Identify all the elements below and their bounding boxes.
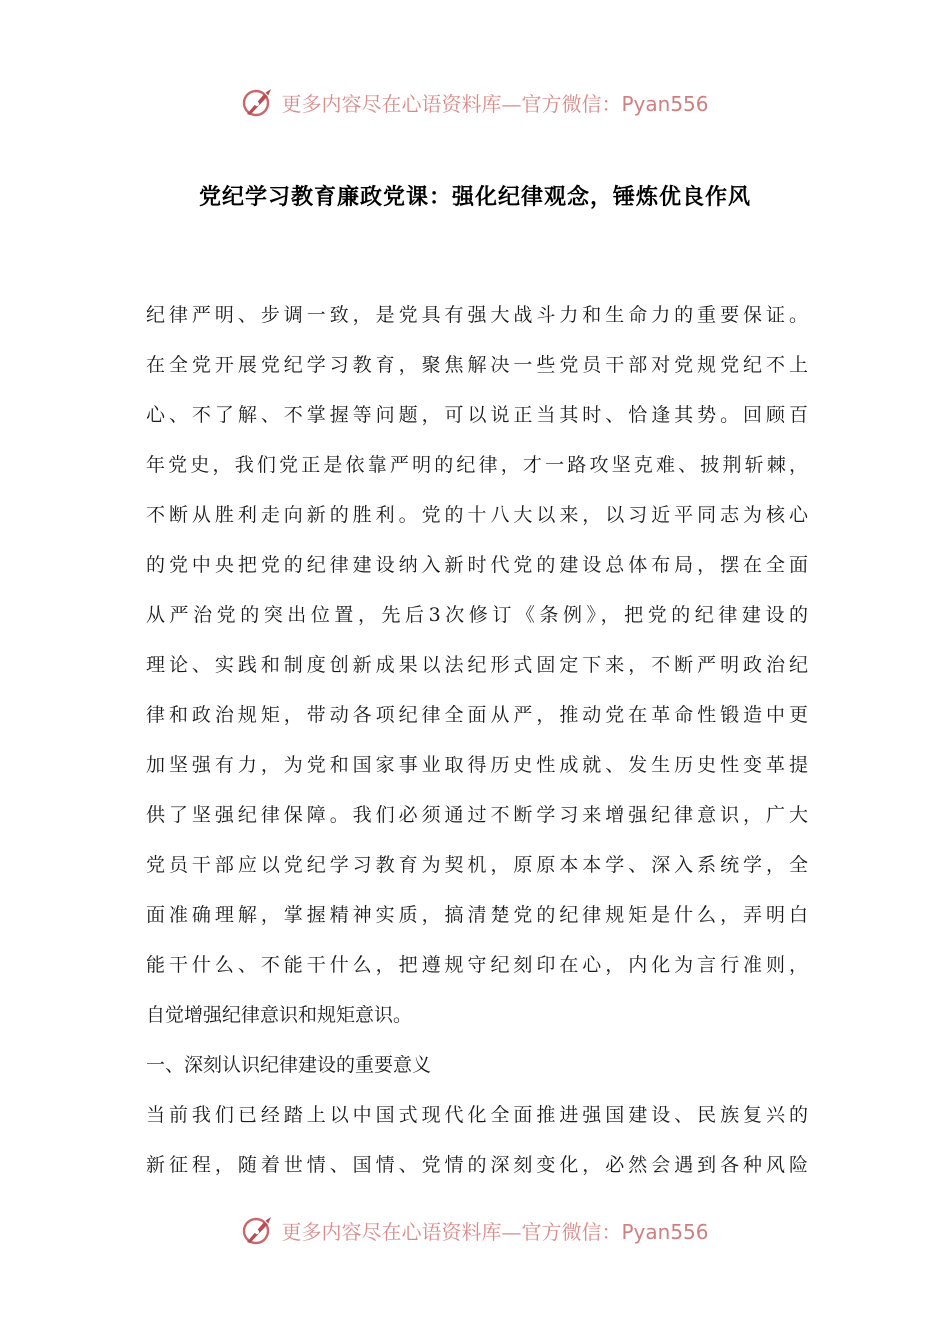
paragraph-line: 理论、实践和制度创新成果以法纪形式固定下来，不断严明政治纪 (146, 654, 808, 676)
paragraph-line: 当前我们已经踏上以中国式现代化全面推进强国建设、民族复兴的 (146, 1104, 808, 1126)
article-body (146, 290, 808, 1190)
paragraph-line: 自觉增强纪律意识和规矩意识。 (146, 1004, 413, 1026)
header-banner (0, 82, 950, 122)
paragraph-line: 供了坚强纪律保障。我们必须通过不断学习来增强纪律意识，广大 (146, 804, 808, 826)
wechat-id: Pyan556 (621, 91, 709, 116)
paragraph-line: 在全党开展党纪学习教育，聚焦解决一些党员干部对党规党纪不上 (146, 354, 808, 376)
paragraph-line: 新征程，随着世情、国情、党情的深刻变化，必然会遇到各种风险 (146, 1154, 808, 1176)
paragraph-line: 加坚强有力，为党和国家事业取得历史性成就、发生历史性变革提 (146, 754, 808, 776)
paragraph-line: 律和政治规矩，带动各项纪律全面从严，推动党在革命性锻造中更 (146, 704, 808, 726)
paragraph-line: 党员干部应以党纪学习教育为契机，原原本本学、深入系统学，全 (146, 854, 808, 876)
paragraph-line: 面准确理解，掌握精神实质，搞清楚党的纪律规矩是什么，弄明白 (146, 904, 808, 926)
paragraph-line: 纪律严明、步调一致，是党具有强大战斗力和生命力的重要保证。 (146, 304, 808, 326)
banner-text: 更多内容尽在心语资料库—官方微信：Pyan556 (281, 91, 709, 116)
wechat-id: Pyan556 (621, 1219, 709, 1244)
paragraph-line: 年党史，我们党正是依靠严明的纪律，才一路攻坚克难、披荆斩棘， (146, 454, 808, 476)
pen-nib-circle-icon (241, 85, 275, 119)
footer-banner (0, 1210, 950, 1250)
section-heading: 一、深刻认识纪律建设的重要意义 (146, 1054, 432, 1076)
page-title: 党纪学习教育廉政党课：强化纪律观念，锤炼优良作风 (198, 185, 751, 210)
paragraph-line: 不断从胜利走向新的胜利。党的十八大以来，以习近平同志为核心 (146, 504, 808, 526)
paragraph-line: 能干什么、不能干什么，把遵规守纪刻印在心，内化为言行准则， (146, 954, 808, 976)
paragraph-line: 从严治党的突出位置，先后3次修订《条例》，把党的纪律建设的 (146, 604, 808, 626)
paragraph-line: 心、不了解、不掌握等问题，可以说正当其时、恰逢其势。回顾百 (146, 404, 808, 426)
banner-text: 更多内容尽在心语资料库—官方微信：Pyan556 (281, 1219, 709, 1244)
pen-nib-circle-icon (241, 1213, 275, 1247)
paragraph-line: 的党中央把党的纪律建设纳入新时代党的建设总体布局，摆在全面 (146, 554, 808, 576)
